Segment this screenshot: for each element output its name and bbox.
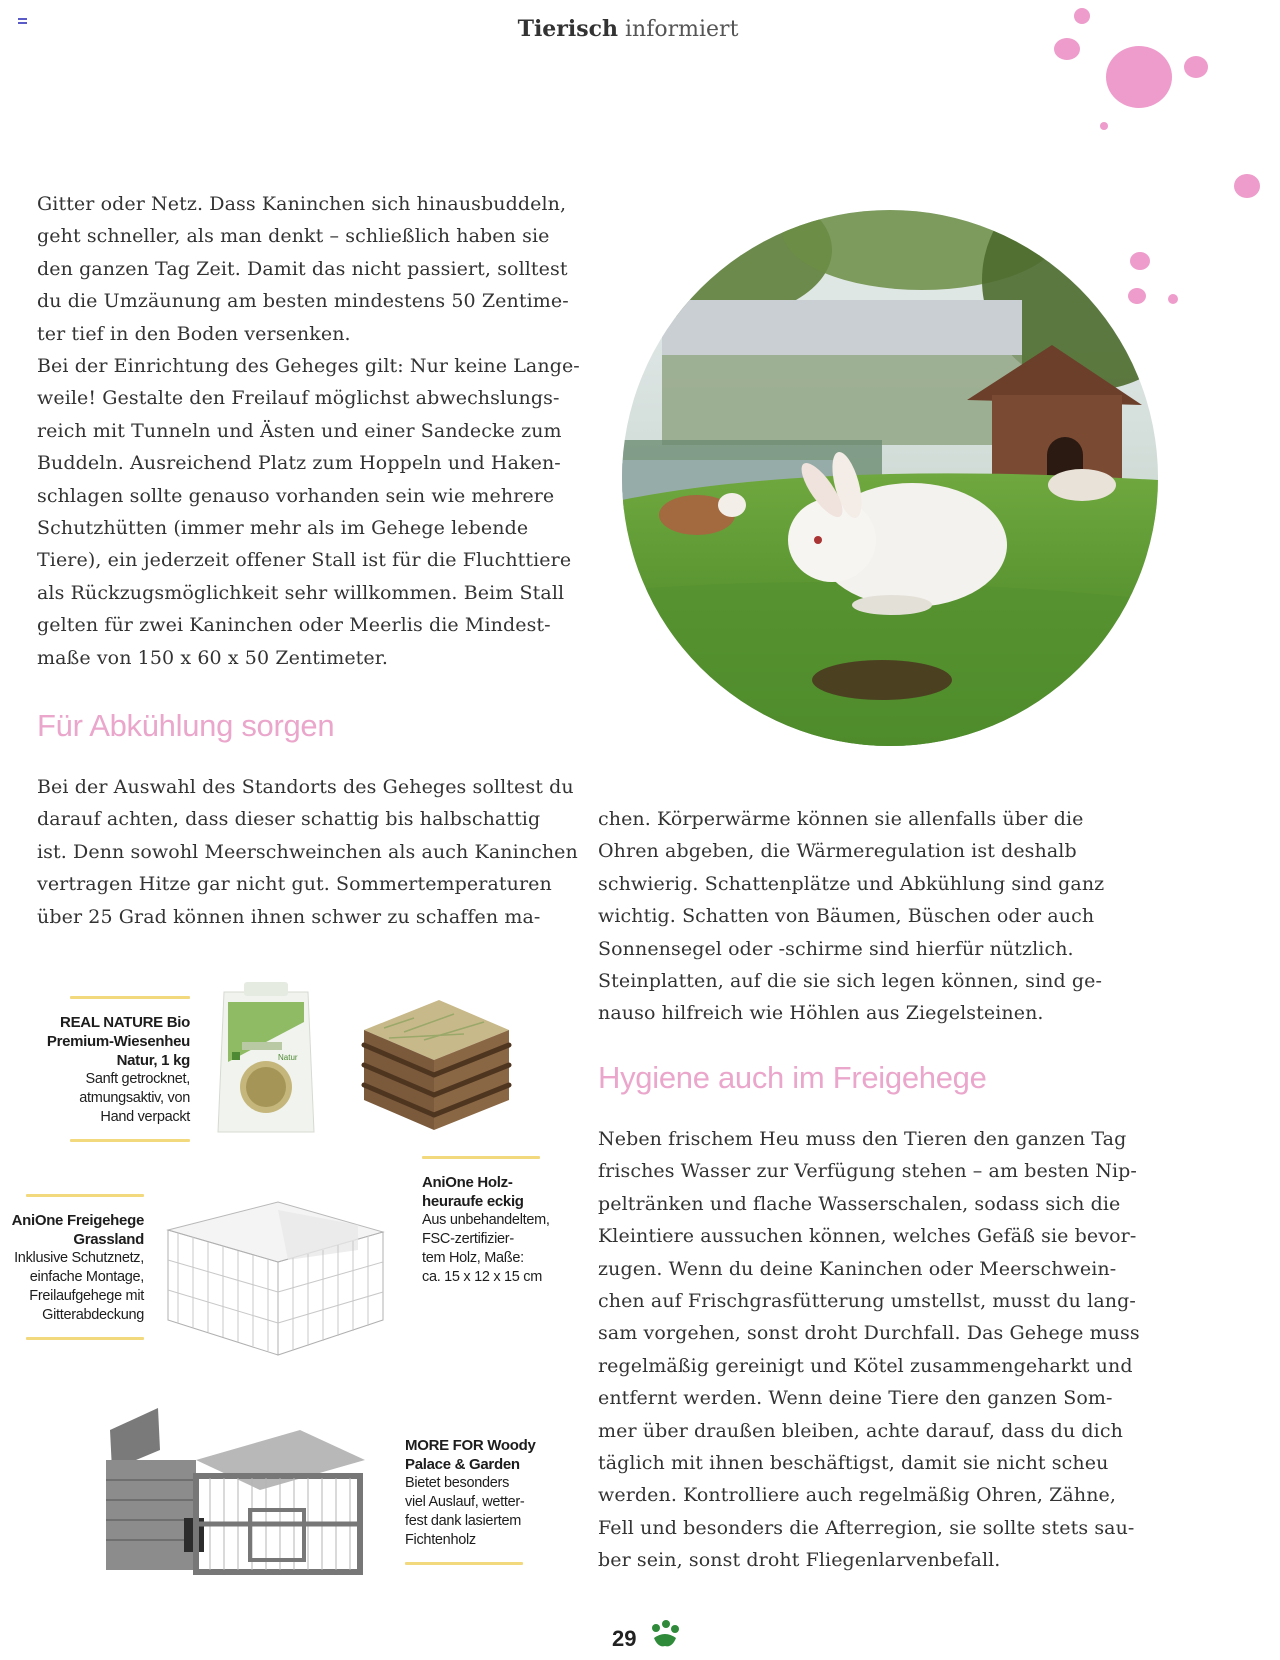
page-number: 29 (612, 1626, 637, 1651)
cooling-text-right (598, 803, 1158, 1030)
product-desc-line: Aus unbehandeltem, (422, 1212, 550, 1228)
text-line: Kleintiere aussuchen können, welches Gefäß sie bevor- (598, 1225, 1137, 1248)
text-line: Neben frischem Heu muss den Tieren den ganzen Tag (598, 1128, 1127, 1150)
text-line: regelmäßig gereinigt und Kötel zusammengeharkt und (598, 1354, 1133, 1377)
product-divider (70, 1139, 190, 1142)
hay-rack-image (344, 990, 514, 1140)
text-line: schlagen sollte genauso vorhanden sein wie mehrere (37, 484, 555, 507)
text-line: Tiere), ein jederzeit offener Stall ist für die Fluchttiere (37, 549, 572, 572)
text-line: nauso hilfreich wie Höhlen aus Ziegelsteinen. (598, 1002, 1044, 1025)
text-line: den ganzen Tag Zeit. Damit das nicht passiert, solltest (37, 257, 568, 280)
text-line: maße von 150 x 60 x 50 Zentimeter. (37, 646, 388, 669)
product-divider (26, 1337, 144, 1340)
product-name-line: Premium-Wiesenheu (46, 1033, 190, 1050)
text-line: weile! Gestalte den Freilauf möglichst abwechslungs- (37, 387, 560, 410)
product-desc-line: Bietet besonders (405, 1475, 510, 1491)
enclosure-image (158, 1190, 390, 1360)
woody-palace-image (100, 1400, 370, 1580)
product-desc-line: FSC-zertifizier- (422, 1231, 514, 1247)
heading-cooling: Für Abkühlung sorgen (37, 708, 335, 743)
paw-logo-icon (648, 1620, 682, 1654)
text-line: Steinplatten, auf die sie sich legen können, sind ge- (598, 970, 1103, 993)
text-line: vertragen Hitze gar nicht gut. Sommertemperaturen (37, 873, 552, 896)
text-line: ter tief in den Boden versenken. (37, 322, 351, 345)
text-line: frisches Wasser zur Verfügung stehen – am besten Nip- (598, 1160, 1137, 1183)
product-desc-line: Gitterabdeckung (42, 1307, 144, 1323)
text-line: zugen. Wenn du deine Kaninchen oder Meerschwein- (598, 1257, 1117, 1280)
text-line: Ohren abgeben, die Wärmeregulation ist deshalb (598, 840, 1077, 863)
text-line: Bei der Einrichtung des Geheges gilt: Nur keine Lange- (37, 355, 580, 378)
product-desc-line: fest dank lasiertem (405, 1513, 521, 1529)
product-name-line: REAL NATURE Bio (60, 1014, 190, 1031)
text-line: Gitter oder Netz. Dass Kaninchen sich hinausbuddeln, (37, 193, 567, 215)
product-desc-line: Hand verpackt (100, 1109, 190, 1125)
product-desc-line: atmungsaktiv, von (79, 1090, 190, 1106)
product-desc-line: Sanft getrocknet, (85, 1071, 190, 1087)
text-line: geht schneller, als man denkt – schließlich haben sie (37, 225, 550, 248)
text-line: gelten für zwei Kaninchen oder Meerlis die Mindest- (37, 614, 551, 637)
text-line: als Rückzugsmöglichkeit sehr willkommen. Beim Stall (37, 581, 565, 604)
text-line: reich mit Tunneln und Ästen und einer Sandecke zum (37, 419, 562, 442)
text-line: sam vorgehen, sonst droht Durchfall. Das Gehege muss (598, 1322, 1140, 1345)
text-line: peltränken und flache Wasserschalen, sodass sich die (598, 1192, 1121, 1215)
text-line: werden. Kontrolliere auch regelmäßig Ohren, Zähne, (598, 1484, 1117, 1507)
text-line: Bei der Auswahl des Standorts des Geheges solltest du (37, 776, 574, 798)
product-name-line: Palace & Garden (405, 1456, 520, 1473)
product-name-line: heuraufe eckig (422, 1193, 524, 1210)
product-divider (26, 1194, 144, 1197)
text-line: chen. Körperwärme können sie allenfalls über die (598, 808, 1084, 830)
text-line: ber sein, sonst droht Fliegenlarvenbefall. (598, 1549, 1001, 1572)
text-line: Sonnensegel oder -schirme sind hierfür nützlich. (598, 937, 1074, 960)
product-desc-line: ca. 15 x 12 x 15 cm (422, 1269, 543, 1285)
text-line: entfernt werden. Wenn deine Tiere den ganzen Som- (598, 1387, 1113, 1410)
product-hay-rack[interactable] (422, 1156, 582, 1287)
text-line: wichtig. Schatten von Bäumen, Büschen oder auch (598, 905, 1095, 928)
product-divider (70, 996, 190, 999)
product-outdoor-enclosure[interactable] (2, 1194, 144, 1340)
text-line: Buddeln. Ausreichend Platz zum Hoppeln und Haken- (37, 452, 561, 475)
product-hay[interactable] (40, 996, 190, 1142)
text-line: ist. Denn sowohl Meerschweinchen als auch Kaninchen (37, 840, 578, 863)
text-line: Fell und besonders die Afterregion, sie sollte stets sau- (598, 1516, 1135, 1539)
product-desc-line: viel Auslauf, wetter- (405, 1494, 525, 1510)
hygiene-text (598, 1123, 1178, 1577)
text-line: chen auf Frischgrasfütterung umstellst, musst du lang- (598, 1290, 1136, 1313)
product-name-line: AniOne Freigehege (11, 1212, 144, 1229)
product-divider (405, 1562, 523, 1565)
header-title-bold: Tierisch (517, 16, 619, 42)
product-desc-line: Inklusive Schutznetz, (14, 1250, 144, 1266)
product-desc-line: einfache Montage, (29, 1269, 144, 1285)
text-line: über 25 Grad können ihnen schwer zu schaffen ma- (37, 905, 541, 928)
text-line: Schutzhütten (immer mehr als im Gehege lebende (37, 517, 529, 540)
product-desc-line: tem Holz, Maße: (422, 1250, 524, 1266)
product-woody-palace[interactable] (405, 1436, 565, 1565)
product-divider (422, 1156, 540, 1159)
text-line: mer über draußen bleiben, achte darauf, dass du dich (598, 1419, 1123, 1442)
hay-bag-image (214, 982, 318, 1142)
text-line: täglich mit ihnen beschäftigst, damit sie nicht scheu (598, 1452, 1109, 1475)
text-line: du die Umzäunung am besten mindestens 50 Zentime- (37, 290, 569, 313)
product-name-line: Natur, 1 kg (116, 1052, 190, 1069)
product-name-line: MORE FOR Woody (405, 1437, 536, 1454)
product-name-line: Grassland (73, 1231, 144, 1248)
product-desc-line: Fichtenholz (405, 1532, 476, 1548)
header-title-light: informiert (618, 17, 739, 42)
rabbit-photo (622, 210, 1158, 746)
product-name-line: AniOne Holz- (422, 1174, 513, 1191)
hay-bag-label: Natur (278, 1053, 298, 1062)
text-line: schwierig. Schattenplätze und Abkühlung sind ganz (598, 872, 1105, 895)
product-desc-line: Freilaufgehege mit (29, 1288, 144, 1304)
intro-text (37, 188, 597, 674)
text-line: darauf achten, dass dieser schattig bis halbschattig (37, 808, 541, 831)
heading-hygiene: Hygiene auch im Freigehege (598, 1060, 987, 1095)
cooling-text-left (37, 771, 607, 933)
